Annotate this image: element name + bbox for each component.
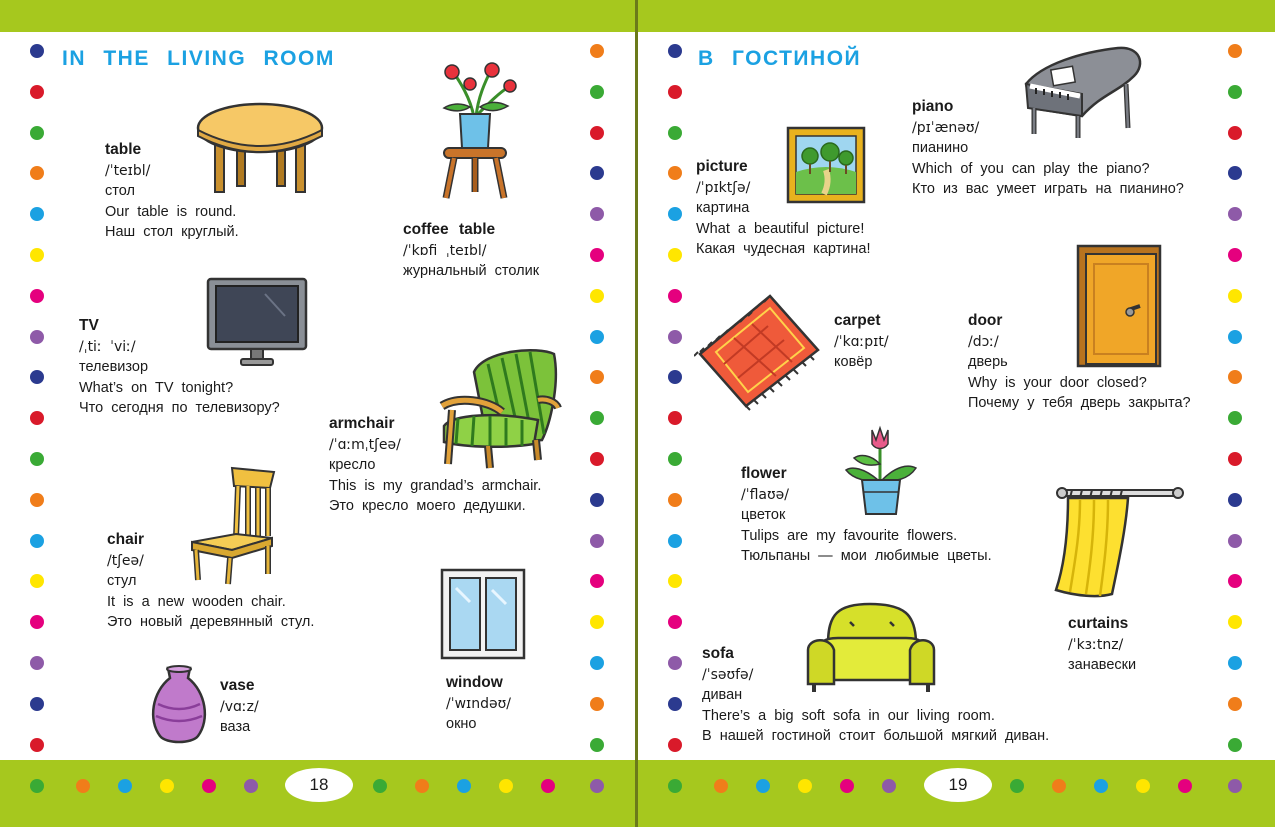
decorative-dot [668,615,682,629]
decorative-dot [668,166,682,180]
window-illustration [440,568,526,660]
decorative-dot [30,779,44,793]
translation: картина [696,200,750,216]
decorative-dot [590,574,604,588]
decorative-dot [668,411,682,425]
decorative-dot [457,779,471,793]
carpet-illustration [694,290,824,412]
decorative-dot [590,44,604,58]
decorative-dot [415,779,429,793]
decorative-dot [1228,289,1242,303]
decorative-dot [1228,656,1242,670]
translation: ваза [220,719,251,735]
decorative-dot [1228,574,1242,588]
decorative-dot [1228,534,1242,548]
example-en: What’s on TV tonight? [79,379,234,396]
decorative-dot [590,370,604,384]
transcription: /ˌtiː ˈviː/ [79,338,136,355]
page-number-left: 18 [285,768,353,802]
decorative-dot [30,697,44,711]
translation: диван [702,687,743,703]
translation: телевизор [79,359,149,375]
decorative-dot [30,493,44,507]
decorative-dot [30,85,44,99]
decorative-dot [590,738,604,752]
decorative-dot [590,534,604,548]
decorative-dot [1228,452,1242,466]
decorative-dot [668,697,682,711]
entry-curtains [1068,614,1136,676]
curtains-illustration [1054,486,1184,600]
decorative-dot [668,248,682,262]
decorative-dot [1136,779,1150,793]
example-ru: Кто из вас умеет играть на пианино? [912,181,1184,197]
decorative-dot [1228,615,1242,629]
decorative-dot [756,779,770,793]
decorative-dot [30,738,44,752]
decorative-dot [30,615,44,629]
translation: окно [446,716,477,732]
decorative-dot [1228,330,1242,344]
entry-vase [220,676,259,738]
decorative-dot [30,207,44,221]
decorative-dot [1228,738,1242,752]
decorative-dot [1228,779,1242,793]
flower-illustration [844,424,918,516]
word: door [968,312,1003,329]
decorative-dot [590,330,604,344]
decorative-dot [30,330,44,344]
word: coffee table [403,221,496,238]
decorative-dot [30,289,44,303]
decorative-dot [541,779,555,793]
translation: занавески [1068,657,1137,673]
entry-carpet [834,311,889,373]
sofa-illustration [804,600,938,696]
decorative-dot [30,248,44,262]
page-number-right: 19 [924,768,992,802]
page-title-left: IN THE LIVING ROOM [62,47,335,70]
decorative-dot [590,289,604,303]
decorative-dot [590,779,604,793]
decorative-dot [30,370,44,384]
decorative-dot [882,779,896,793]
decorative-dot [30,574,44,588]
decorative-dot [1228,166,1242,180]
decorative-dot [668,738,682,752]
decorative-dot [668,85,682,99]
decorative-dot [30,44,44,58]
book-gutter [635,0,638,827]
decorative-dot [668,330,682,344]
example-ru: Что сегодня по телевизору? [79,400,280,416]
left-top-band [0,0,635,32]
decorative-dot [30,656,44,670]
example-en: There’s a big soft sofa in our living room. [702,707,995,724]
decorative-dot [160,779,174,793]
decorative-dot [668,289,682,303]
decorative-dot [590,493,604,507]
translation: кресло [329,457,376,473]
translation: журнальный столик [403,263,540,279]
transcription: /ˈɑːmˌtʃeə/ [329,436,401,453]
decorative-dot [590,126,604,140]
translation: дверь [968,354,1008,370]
decorative-dot [373,779,387,793]
transcription: /tʃeə/ [107,552,144,569]
picture-illustration [786,126,866,204]
word: sofa [702,645,734,662]
decorative-dot [714,779,728,793]
decorative-dot [668,779,682,793]
chair-illustration [188,464,280,586]
decorative-dot [30,534,44,548]
decorative-dot [590,615,604,629]
piano-illustration [1022,44,1148,140]
decorative-dot [30,411,44,425]
transcription: /ˈkɒfi ˌteɪbl/ [403,242,487,259]
decorative-dot [590,85,604,99]
example-ru: Тюльпаны — мои любимые цветы. [741,548,992,564]
translation: пианино [912,140,969,156]
transcription: /ˈkɑːpɪt/ [834,333,889,350]
decorative-dot [1228,697,1242,711]
word: flower [741,465,787,482]
decorative-dot [1010,779,1024,793]
transcription: /ˈwɪndəʊ/ [446,695,511,712]
transcription: /ˈsəʊfə/ [702,666,754,683]
example-ru: Это новый деревянный стул. [107,614,315,630]
decorative-dot [668,534,682,548]
table-illustration [195,100,325,200]
transcription: /pɪˈænəʊ/ [912,119,980,136]
word: carpet [834,312,881,329]
decorative-dot [30,166,44,180]
word: table [105,141,142,158]
decorative-dot [1228,85,1242,99]
decorative-dot [668,126,682,140]
word: window [446,674,503,691]
transcription: /vɑːz/ [220,698,259,715]
decorative-dot [30,452,44,466]
decorative-dot [668,656,682,670]
word: curtains [1068,615,1129,632]
example-en: This is my grandad’s armchair. [329,477,542,494]
word: piano [912,98,954,115]
example-ru: Почему у тебя дверь закрыта? [968,395,1191,411]
word: chair [107,531,145,548]
decorative-dot [668,207,682,221]
example-en: What a beautiful picture! [696,220,865,237]
transcription: /ˈflaʊə/ [741,486,789,503]
example-en: Why is your door closed? [968,374,1147,391]
decorative-dot [590,411,604,425]
door-illustration [1076,244,1162,368]
word: picture [696,158,748,175]
decorative-dot [590,207,604,221]
decorative-dot [798,779,812,793]
decorative-dot [202,779,216,793]
translation: ковёр [834,354,873,370]
right-top-band [638,0,1275,32]
tv-illustration [205,276,309,368]
decorative-dot [1094,779,1108,793]
decorative-dot [76,779,90,793]
entry-coffee-table [403,220,539,282]
example-ru: Наш стол круглый. [105,224,239,240]
decorative-dot [1228,493,1242,507]
decorative-dot [668,574,682,588]
translation: цветок [741,507,786,523]
decorative-dot [1228,44,1242,58]
example-en: Our table is round. [105,203,237,220]
transcription: /ˈkɜːtnz/ [1068,636,1124,653]
decorative-dot [668,370,682,384]
transcription: /ˈpɪktʃə/ [696,179,751,196]
translation: стол [105,183,135,199]
example-ru: Какая чудесная картина! [696,241,871,257]
transcription: /dɔː/ [968,333,999,350]
decorative-dot [668,452,682,466]
decorative-dot [1228,126,1242,140]
decorative-dot [840,779,854,793]
decorative-dot [1228,207,1242,221]
armchair-illustration [438,344,562,472]
word: armchair [329,415,395,432]
decorative-dot [244,779,258,793]
decorative-dot [1228,411,1242,425]
coffee-table-illustration [430,62,520,202]
vase-illustration [150,664,208,746]
decorative-dot [1228,248,1242,262]
decorative-dot [668,493,682,507]
word: vase [220,677,255,694]
transcription: /ˈteɪbl/ [105,162,151,179]
example-en: Tulips are my favourite flowers. [741,527,958,544]
page-title-right: В ГОСТИНОЙ [698,47,862,70]
decorative-dot [1052,779,1066,793]
decorative-dot [118,779,132,793]
decorative-dot [590,248,604,262]
decorative-dot [1178,779,1192,793]
decorative-dot [590,697,604,711]
decorative-dot [1228,370,1242,384]
decorative-dot [590,656,604,670]
translation: стул [107,573,137,589]
decorative-dot [668,44,682,58]
example-en: Which of you can play the piano? [912,160,1150,177]
example-en: It is a new wooden chair. [107,593,286,610]
decorative-dot [499,779,513,793]
word: TV [79,317,99,334]
decorative-dot [590,166,604,180]
decorative-dot [30,126,44,140]
decorative-dot [590,452,604,466]
entry-window [446,673,511,735]
example-ru: Это кресло моего дедушки. [329,498,526,514]
example-ru: В нашей гостиной стоит большой мягкий диван. [702,728,1050,744]
